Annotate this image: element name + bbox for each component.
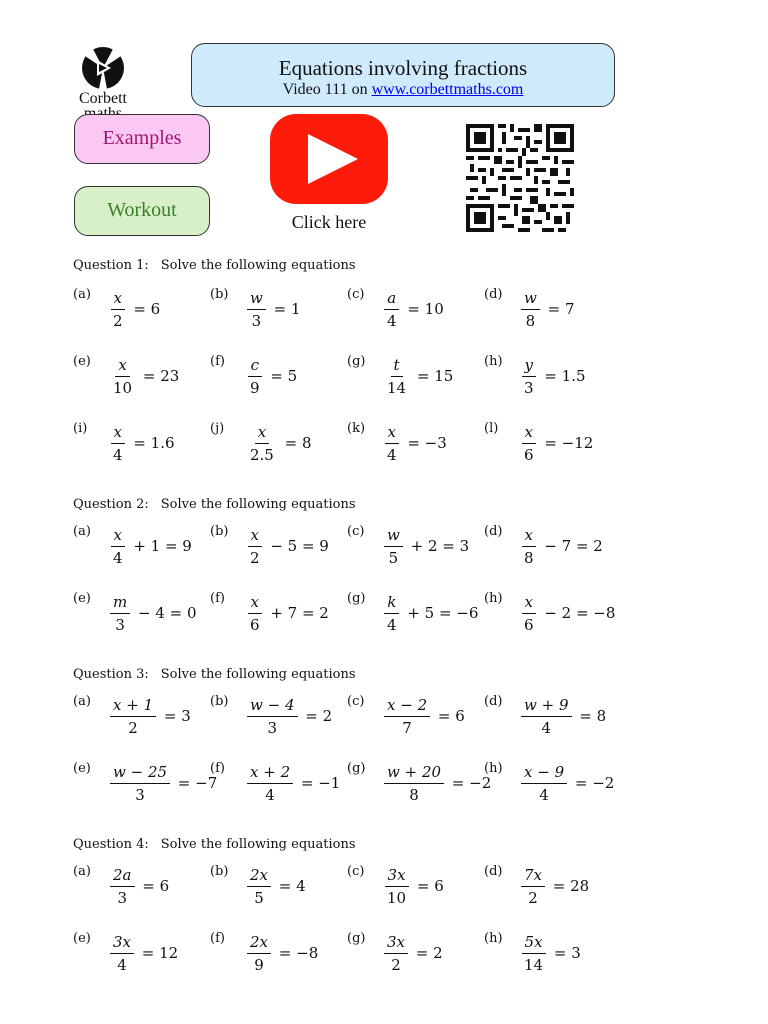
question-2-part — [347, 518, 469, 574]
numerator: 3x — [110, 933, 134, 954]
fraction — [384, 526, 403, 567]
numerator: 7x — [521, 866, 545, 887]
qr-code-icon[interactable] — [466, 124, 574, 232]
equation-rhs: = −12 — [539, 434, 594, 452]
question-2-title — [73, 497, 356, 512]
equation-rhs: = 1.6 — [128, 434, 175, 452]
page-title: Equations involving fractions — [278, 56, 528, 80]
denominator: 3 — [115, 615, 125, 634]
equation-rhs: = −7 — [173, 774, 218, 792]
equation-rhs: = 1 — [268, 300, 301, 318]
denominator: 4 — [541, 718, 552, 737]
corbettmaths-link[interactable]: www.corbettmaths.com — [371, 81, 524, 98]
fraction — [247, 423, 277, 464]
numerator: x + 1 — [110, 696, 156, 717]
question-2-part — [210, 518, 329, 574]
question-3-part — [484, 755, 614, 811]
fraction — [110, 356, 135, 397]
fraction — [247, 696, 298, 737]
question-3-part — [73, 688, 191, 744]
part-label: (c) — [347, 524, 365, 539]
question-number: Question 3: — [73, 667, 149, 682]
question-3-part — [210, 755, 340, 811]
examples-button[interactable]: Examples — [74, 114, 210, 164]
question-1-part — [73, 348, 179, 404]
video-reference — [192, 80, 614, 100]
question-instruction: Solve the following equations — [160, 497, 356, 512]
workout-button[interactable]: Workout — [74, 186, 210, 236]
equation — [107, 423, 175, 464]
part-label: (d) — [484, 694, 503, 709]
numerator: x — [248, 593, 262, 614]
question-1-part — [210, 348, 297, 404]
equation-rhs: = −2 — [447, 774, 492, 792]
numerator: w + 9 — [521, 696, 572, 717]
denominator: 2 — [391, 955, 401, 974]
part-label: (g) — [347, 354, 366, 369]
equation — [381, 356, 453, 397]
equation — [244, 526, 329, 567]
numerator: x — [111, 526, 125, 547]
equation — [381, 866, 444, 907]
fraction — [110, 593, 130, 634]
equation — [244, 763, 340, 804]
part-label: (f) — [210, 931, 225, 946]
denominator: 4 — [387, 311, 397, 330]
denominator: 14 — [524, 955, 544, 974]
denominator: 6 — [524, 615, 534, 634]
question-2-part — [210, 585, 329, 641]
question-2-part — [73, 585, 197, 641]
equation-rhs: = 10 — [402, 300, 444, 318]
equation-rhs: = 3 — [549, 944, 581, 962]
question-3-part — [210, 688, 332, 744]
equation-rhs: = −3 — [402, 434, 447, 452]
fraction — [384, 866, 409, 907]
question-4-part — [73, 858, 169, 914]
denominator: 7 — [402, 718, 412, 737]
part-label: (l) — [484, 421, 499, 436]
denominator: 2 — [113, 311, 123, 330]
question-1-part — [73, 415, 175, 471]
question-3-part — [484, 688, 606, 744]
equation-rhs: = 8 — [279, 434, 312, 452]
numerator: x — [522, 593, 536, 614]
equation — [518, 356, 586, 397]
question-2-part — [484, 585, 615, 641]
part-label: (g) — [347, 591, 366, 606]
denominator: 10 — [387, 888, 407, 907]
fraction — [247, 356, 263, 397]
denominator: 5 — [388, 548, 399, 567]
denominator: 4 — [265, 785, 275, 804]
fraction — [110, 866, 135, 907]
question-4-title — [73, 837, 356, 852]
equation — [381, 763, 491, 804]
numerator: a — [384, 289, 399, 310]
play-icon — [308, 134, 358, 184]
denominator: 9 — [254, 955, 264, 974]
part-label: (d) — [484, 524, 503, 539]
numerator: w − 4 — [247, 696, 298, 717]
numerator: y — [522, 356, 536, 377]
denominator: 3 — [135, 785, 145, 804]
part-label: (a) — [73, 287, 91, 302]
question-4-part — [210, 858, 306, 914]
equation — [107, 933, 178, 974]
equation — [518, 866, 589, 907]
numerator: c — [248, 356, 262, 377]
question-4-part — [484, 925, 581, 981]
question-3-part — [347, 755, 491, 811]
fraction — [521, 933, 546, 974]
part-label: (a) — [73, 864, 91, 879]
part-label: (c) — [347, 864, 365, 879]
part-label: (e) — [73, 931, 91, 946]
equation-rhs: + 2 = 3 — [405, 537, 470, 555]
fraction — [110, 696, 156, 737]
part-label: (b) — [210, 287, 229, 302]
numerator: x — [115, 356, 129, 377]
part-label: (h) — [484, 354, 503, 369]
equation — [107, 763, 217, 804]
equation-rhs: = 6 — [137, 877, 170, 895]
question-4-part — [347, 925, 443, 981]
fraction — [110, 289, 126, 330]
fraction — [521, 593, 537, 634]
fraction — [521, 696, 572, 737]
equation-rhs: = 8 — [574, 707, 607, 725]
numerator: x — [111, 423, 125, 444]
equation-rhs: − 7 = 2 — [539, 537, 603, 555]
equation — [107, 289, 160, 330]
equation-rhs: + 7 = 2 — [265, 604, 329, 622]
numerator: x + 2 — [247, 763, 293, 784]
denominator: 5 — [254, 888, 264, 907]
question-number: Question 2: — [73, 497, 149, 512]
denominator: 6 — [250, 615, 260, 634]
equation-rhs: = 6 — [412, 877, 444, 895]
question-3-part — [347, 688, 465, 744]
numerator: x — [385, 423, 399, 444]
fraction — [110, 933, 134, 974]
numerator: 5x — [522, 933, 546, 954]
denominator: 6 — [524, 445, 534, 464]
question-1-part — [347, 348, 453, 404]
part-label: (h) — [484, 761, 503, 776]
equation — [107, 593, 197, 634]
equation — [381, 696, 465, 737]
equation — [518, 696, 606, 737]
equation-rhs: = 4 — [274, 877, 306, 895]
numerator: w − 25 — [110, 763, 170, 784]
denominator: 10 — [113, 378, 133, 397]
equation — [107, 526, 192, 567]
play-video-button[interactable] — [270, 114, 388, 204]
part-label: (f) — [210, 591, 225, 606]
denominator: 8 — [525, 311, 536, 330]
equation-rhs: = 28 — [548, 877, 590, 895]
question-2-part — [484, 518, 603, 574]
denominator: 2 — [528, 888, 538, 907]
question-1-title — [73, 258, 356, 273]
fraction — [384, 289, 400, 330]
fraction — [247, 866, 271, 907]
equation-rhs: + 1 = 9 — [128, 537, 192, 555]
numerator: x — [255, 423, 269, 444]
part-label: (h) — [484, 931, 503, 946]
video-number: Video 111 on — [282, 81, 372, 98]
denominator: 2 — [128, 718, 138, 737]
numerator: x — [111, 289, 125, 310]
denominator: 4 — [387, 615, 397, 634]
question-1-part — [210, 281, 301, 337]
part-label: (k) — [347, 421, 366, 436]
fraction — [110, 423, 126, 464]
question-instruction: Solve the following equations — [160, 667, 356, 682]
fraction — [384, 423, 400, 464]
denominator: 4 — [387, 445, 397, 464]
denominator: 4 — [539, 785, 549, 804]
denominator: 3 — [267, 718, 278, 737]
part-label: (j) — [210, 421, 225, 436]
part-label: (h) — [484, 591, 503, 606]
numerator: x — [522, 526, 536, 547]
question-3-part — [73, 755, 217, 811]
equation-rhs: − 4 = 0 — [133, 604, 197, 622]
part-label: (c) — [347, 287, 365, 302]
part-label: (a) — [73, 694, 91, 709]
denominator: 4 — [113, 548, 123, 567]
numerator: 3x — [384, 933, 408, 954]
fraction — [384, 763, 444, 804]
question-1-part — [73, 281, 160, 337]
fraction — [384, 356, 409, 397]
part-label: (b) — [210, 864, 229, 879]
fraction — [110, 526, 126, 567]
equation-rhs: = 23 — [138, 367, 180, 385]
question-number: Question 4: — [73, 837, 149, 852]
denominator: 14 — [387, 378, 407, 397]
part-label: (g) — [347, 931, 366, 946]
question-1-part — [484, 415, 593, 471]
equation — [518, 593, 615, 634]
part-label: (e) — [73, 591, 91, 606]
equation-rhs: = −2 — [570, 774, 615, 792]
question-instruction: Solve the following equations — [160, 837, 356, 852]
equation — [244, 356, 297, 397]
denominator: 8 — [524, 548, 534, 567]
equation — [244, 289, 301, 330]
fraction — [247, 526, 263, 567]
numerator: m — [110, 593, 130, 614]
equation-rhs: = 15 — [412, 367, 454, 385]
question-number: Question 1: — [73, 258, 149, 273]
numerator: x — [248, 526, 262, 547]
equation — [107, 356, 179, 397]
part-label: (b) — [210, 694, 229, 709]
fraction — [521, 423, 537, 464]
fraction — [247, 933, 271, 974]
numerator: k — [384, 593, 399, 614]
question-1-part — [484, 281, 575, 337]
part-label: (a) — [73, 524, 91, 539]
equation — [107, 866, 169, 907]
equation-rhs: − 2 = −8 — [539, 604, 616, 622]
question-1-part — [347, 281, 444, 337]
equation-rhs: = 6 — [128, 300, 161, 318]
numerator: t — [391, 356, 403, 377]
denominator: 4 — [117, 955, 127, 974]
numerator: x — [522, 423, 536, 444]
part-label: (d) — [484, 287, 503, 302]
denominator: 2 — [250, 548, 260, 567]
part-label: (g) — [347, 761, 366, 776]
denominator: 3 — [524, 378, 534, 397]
question-4-part — [210, 925, 318, 981]
denominator: 3 — [251, 311, 262, 330]
equation — [381, 933, 443, 974]
equation-rhs: = 2 — [411, 944, 443, 962]
equation — [518, 933, 581, 974]
numerator: x − 2 — [384, 696, 430, 717]
equation — [381, 289, 444, 330]
numerator: w — [247, 289, 266, 310]
fraction — [247, 763, 293, 804]
equation — [518, 526, 603, 567]
denominator: 8 — [409, 785, 419, 804]
equation-rhs: = −1 — [296, 774, 341, 792]
question-4-part — [73, 925, 178, 981]
equation-rhs: + 5 = −6 — [402, 604, 479, 622]
question-1-part — [347, 415, 447, 471]
question-4-part — [484, 858, 589, 914]
question-2-part — [73, 518, 192, 574]
numerator: w — [521, 289, 540, 310]
equation — [107, 696, 191, 737]
equation-rhs: = 1.5 — [539, 367, 586, 385]
question-2-part — [347, 585, 478, 641]
fraction — [521, 763, 567, 804]
equation — [244, 696, 332, 737]
question-1-part — [484, 348, 586, 404]
title-box — [191, 43, 615, 107]
denominator: 4 — [113, 445, 123, 464]
equation — [244, 593, 329, 634]
fraction — [521, 289, 540, 330]
fraction — [521, 526, 537, 567]
equation — [244, 423, 312, 464]
equation-rhs: = 2 — [300, 707, 333, 725]
equation-rhs: = 7 — [542, 300, 575, 318]
equation-rhs: = 12 — [137, 944, 179, 962]
part-label: (e) — [73, 354, 91, 369]
fraction — [384, 696, 430, 737]
fraction — [110, 763, 170, 804]
part-label: (d) — [484, 864, 503, 879]
logo-text-corbett: Corbett — [79, 90, 127, 107]
logo-emblem-icon — [81, 46, 125, 90]
fraction — [521, 356, 537, 397]
numerator: w + 20 — [384, 763, 444, 784]
question-1-part — [210, 415, 312, 471]
equation-rhs: − 5 = 9 — [265, 537, 329, 555]
question-4-part — [347, 858, 444, 914]
equation — [518, 423, 593, 464]
part-label: (i) — [73, 421, 88, 436]
denominator: 3 — [117, 888, 128, 907]
numerator: 2x — [247, 933, 271, 954]
question-instruction: Solve the following equations — [160, 258, 356, 273]
equation-rhs: = 6 — [433, 707, 465, 725]
numerator: w — [384, 526, 403, 547]
fraction — [521, 866, 545, 907]
equation — [518, 763, 614, 804]
equation — [381, 423, 447, 464]
equation-rhs: = 3 — [159, 707, 191, 725]
fraction — [247, 593, 263, 634]
part-label: (b) — [210, 524, 229, 539]
fraction — [384, 933, 408, 974]
numerator: 3x — [385, 866, 409, 887]
equation-rhs: = 5 — [265, 367, 298, 385]
equation-rhs: = −8 — [274, 944, 319, 962]
equation — [244, 866, 306, 907]
numerator: 2a — [110, 866, 135, 887]
equation — [518, 289, 575, 330]
click-here-label[interactable]: Click here — [291, 212, 367, 232]
part-label: (f) — [210, 354, 225, 369]
numerator: x − 9 — [521, 763, 567, 784]
equation — [381, 593, 478, 634]
part-label: (f) — [210, 761, 225, 776]
equation — [381, 526, 469, 567]
equation — [244, 933, 318, 974]
fraction — [247, 289, 266, 330]
part-label: (e) — [73, 761, 91, 776]
corbettmaths-logo — [68, 46, 138, 121]
denominator: 2.5 — [250, 445, 274, 464]
fraction — [384, 593, 400, 634]
denominator: 9 — [250, 378, 260, 397]
part-label: (c) — [347, 694, 365, 709]
numerator: 2x — [247, 866, 271, 887]
question-3-title — [73, 667, 356, 682]
